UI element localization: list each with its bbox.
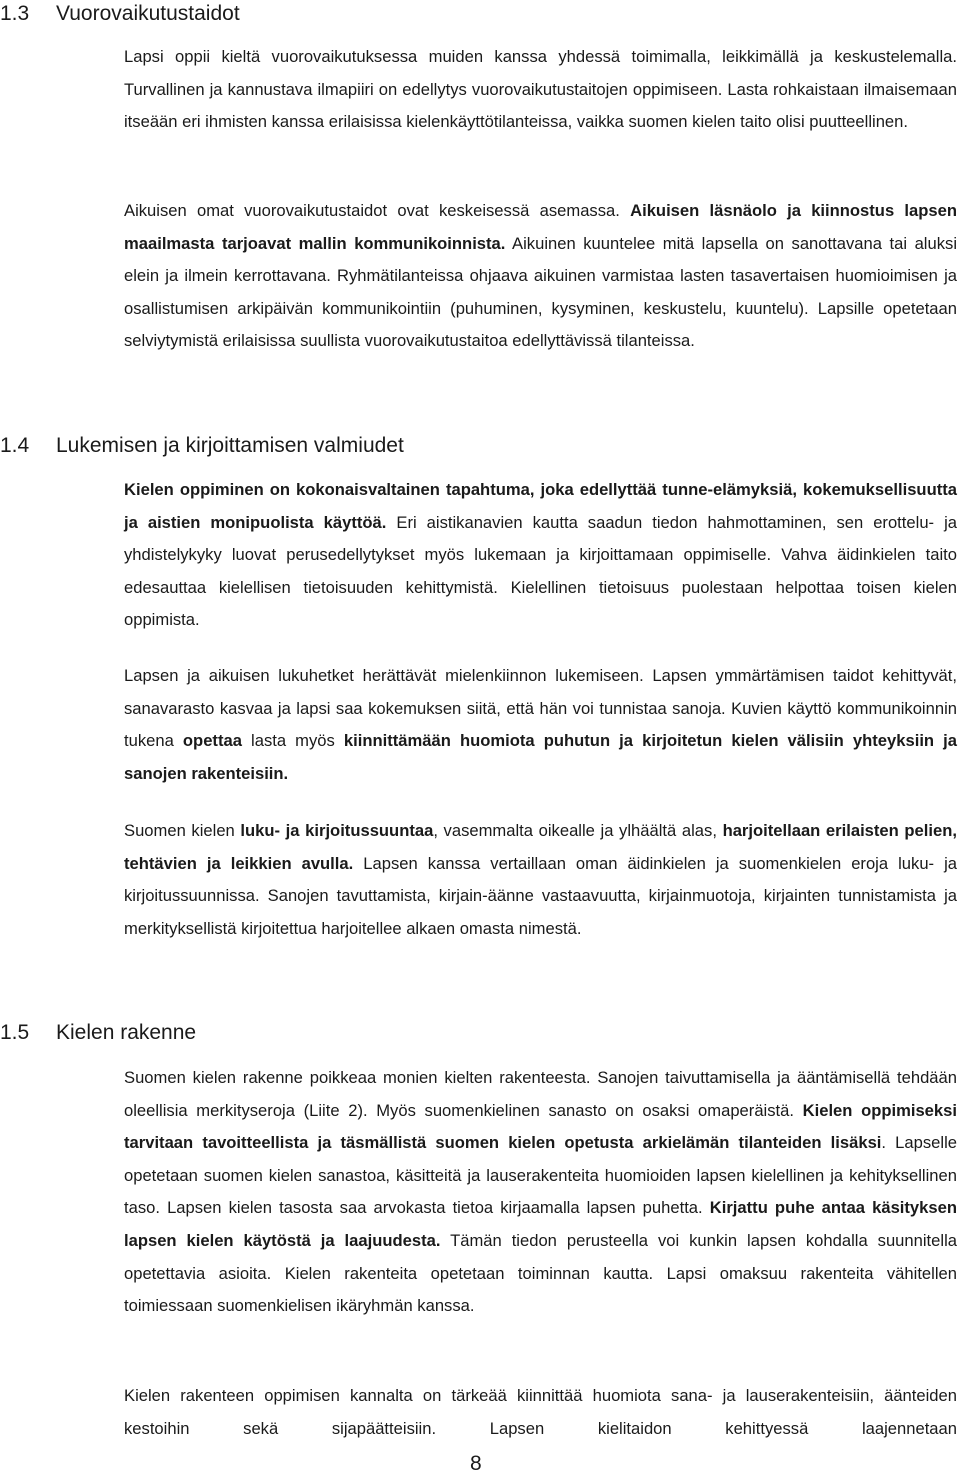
text-run: Tämän tiedon perusteella voi kunkin lapsen kohdalla suunnitella opetettavia asioita. Kielen rakenteita opetetaan toiminnan kautta. Lapsi omaksuu rakenteita vähitellen toimiessaan suomenkielisen ikäryhmän kanssa. [124,1230,957,1316]
text-run: lasta myös [241,731,344,751]
text-run: . Lapselle opetetaan suomen kielen sanastoa, käsitteitä ja lauserakenteita huomioiden lapsen kielellinen ja kehityksellinen taso. Lapsen kielen tasosta saa arvokasta tietoa kirjaamalla lapsen puhetta. [124,1133,957,1218]
paragraph [124,815,957,945]
text-run: Aikuinen kuuntelee mitä lapsella on sanottavana tai aluksi elein ja ilmein kerrottavana. Ryhmätilanteissa ohjaava aikuinen varmistaa lasten tasavertaisen huomioimisen ja osallistumisen arkipäivän kommunikointiin (puhuminen, kysyminen, keskustelu, kuuntelu). Lapsille opetetaan selviytymistä erilaisissa suullista vuorovaikutustaitoa edellyttävissä tilanteissa. [124,233,958,351]
bold-text-run: kiinnittämään huomiota puhutun ja kirjoitetun kielen välisiin yhteyksiin ja sanojen rakenteisiin. [124,731,957,783]
paragraph [124,195,957,358]
bold-text-run: Kielen oppimiseksi tarvitaan tavoitteellista ja täsmällistä suomen kielen opetusta arkielämän tilanteiden lisäksi [124,1100,957,1153]
paragraph [124,1062,957,1323]
section-heading [0,3,240,24]
bold-text-run: Kirjattu puhe antaa käsityksen lapsen kielen käytöstä ja laajuudesta. [124,1198,957,1250]
section-number: 1.5 [0,1021,30,1044]
bold-text-run: harjoitellaan erilaisten pelien, tehtävien ja leikkien avulla. [124,821,957,873]
section-heading [0,1022,196,1043]
text-run: Suomen kielen rakenne poikkeaa monien kielten rakenteesta. Sanojen taivuttamisella ja ääntämisellä tehdään oleellisia merkityseroja (Liite 2). Myös suomenkielinen sanasto on osaksi omaperäistä. [124,1068,957,1120]
section-title: Vuorovaikutustaidot [56,2,240,25]
bold-text-run: Aikuisen läsnäolo ja kiinnostus lapsen maailmasta tarjoavat mallin kommunikoinnista. [124,201,957,253]
text-run: Lapsen kanssa vertaillaan oman äidinkielen ja suomenkielen eroja luku- ja kirjoitussuunnissa. Sanojen tavuttamista, kirjain-äänne vastaavuutta, kirjainmuotoja, kirjainten tunnistamista ja merkityksellistä kirjoitettua harjoitellee alkaen omasta nimestä. [124,853,957,938]
bold-text-run: opettaa [182,731,242,751]
text-run: , vasemmalta oikealle ja ylhäältä alas, [433,821,723,840]
page-number: 8 [470,1452,482,1475]
text-run: Lapsi oppii kieltä vuorovaikutuksessa muiden kanssa yhdessä toimimalla, leikkimällä ja keskustelemalla. Turvallinen ja kannustava ilmapiiri on edellytys vuorovaikutustaitojen oppimiseen. Lasta rohkaistaan ilmaisemaan itseään eri ihmisten kanssa erilaisissa kielenkäyttötilanteissa, vaikka suomen kielen taito olisi puutteellinen. [124,47,957,132]
paragraph [124,41,957,139]
paragraph [124,660,957,790]
section-number: 1.3 [0,2,30,25]
paragraph [124,474,957,637]
section-heading [0,435,404,456]
text-run: Aikuisen omat vuorovaikutustaidot ovat keskeisessä asemassa. [124,201,631,220]
section-number: 1.4 [0,434,30,457]
text-run: Suomen kielen [124,821,241,840]
bold-text-run: luku- ja kirjoitussuuntaa [240,821,434,840]
text-run: Eri aistikanavien kautta saadun tiedon hahmottaminen, sen erottelu- ja yhdistelykyky luovat perusedellytykset myös lukemaan ja kirjoittamaan oppimiselle. Vahva äidinkielen taito edesauttaa kielellisen tietoisuuden kehittymistä. Kielellinen tietoisuus puolestaan helpottaa toisen kielen oppimista. [124,512,957,630]
section-title: Kielen rakenne [56,1021,197,1044]
text-run: Lapsen ja aikuisen lukuhetket herättävät mielenkiinnon lukemiseen. Lapsen ymmärtämisen taidot kehittyvät, sanavarasto kasvaa ja lapsi saa kokemuksen siitä, että hän voi tunnistaa sanoja. Kuvien käyttö kommunikoinnin tukena [124,666,957,751]
text-run: Kielen rakenteen oppimisen kannalta on tärkeää kiinnittää huomiota sana- ja lauserakenteisiin, äänteiden kestoihin sekä sijapäätteisiin. Lapsen kielitaidon kehittyessä laajennetaan [124,1386,957,1438]
bold-text-run: Kielen oppiminen on kokonaisvaltainen tapahtuma, joka edellyttää tunne-elämyksiä, kokemuksellisuutta ja aistien monipuolista käyttöä. [124,480,957,532]
paragraph [124,1380,957,1445]
section-title: Lukemisen ja kirjoittamisen valmiudet [56,434,404,457]
